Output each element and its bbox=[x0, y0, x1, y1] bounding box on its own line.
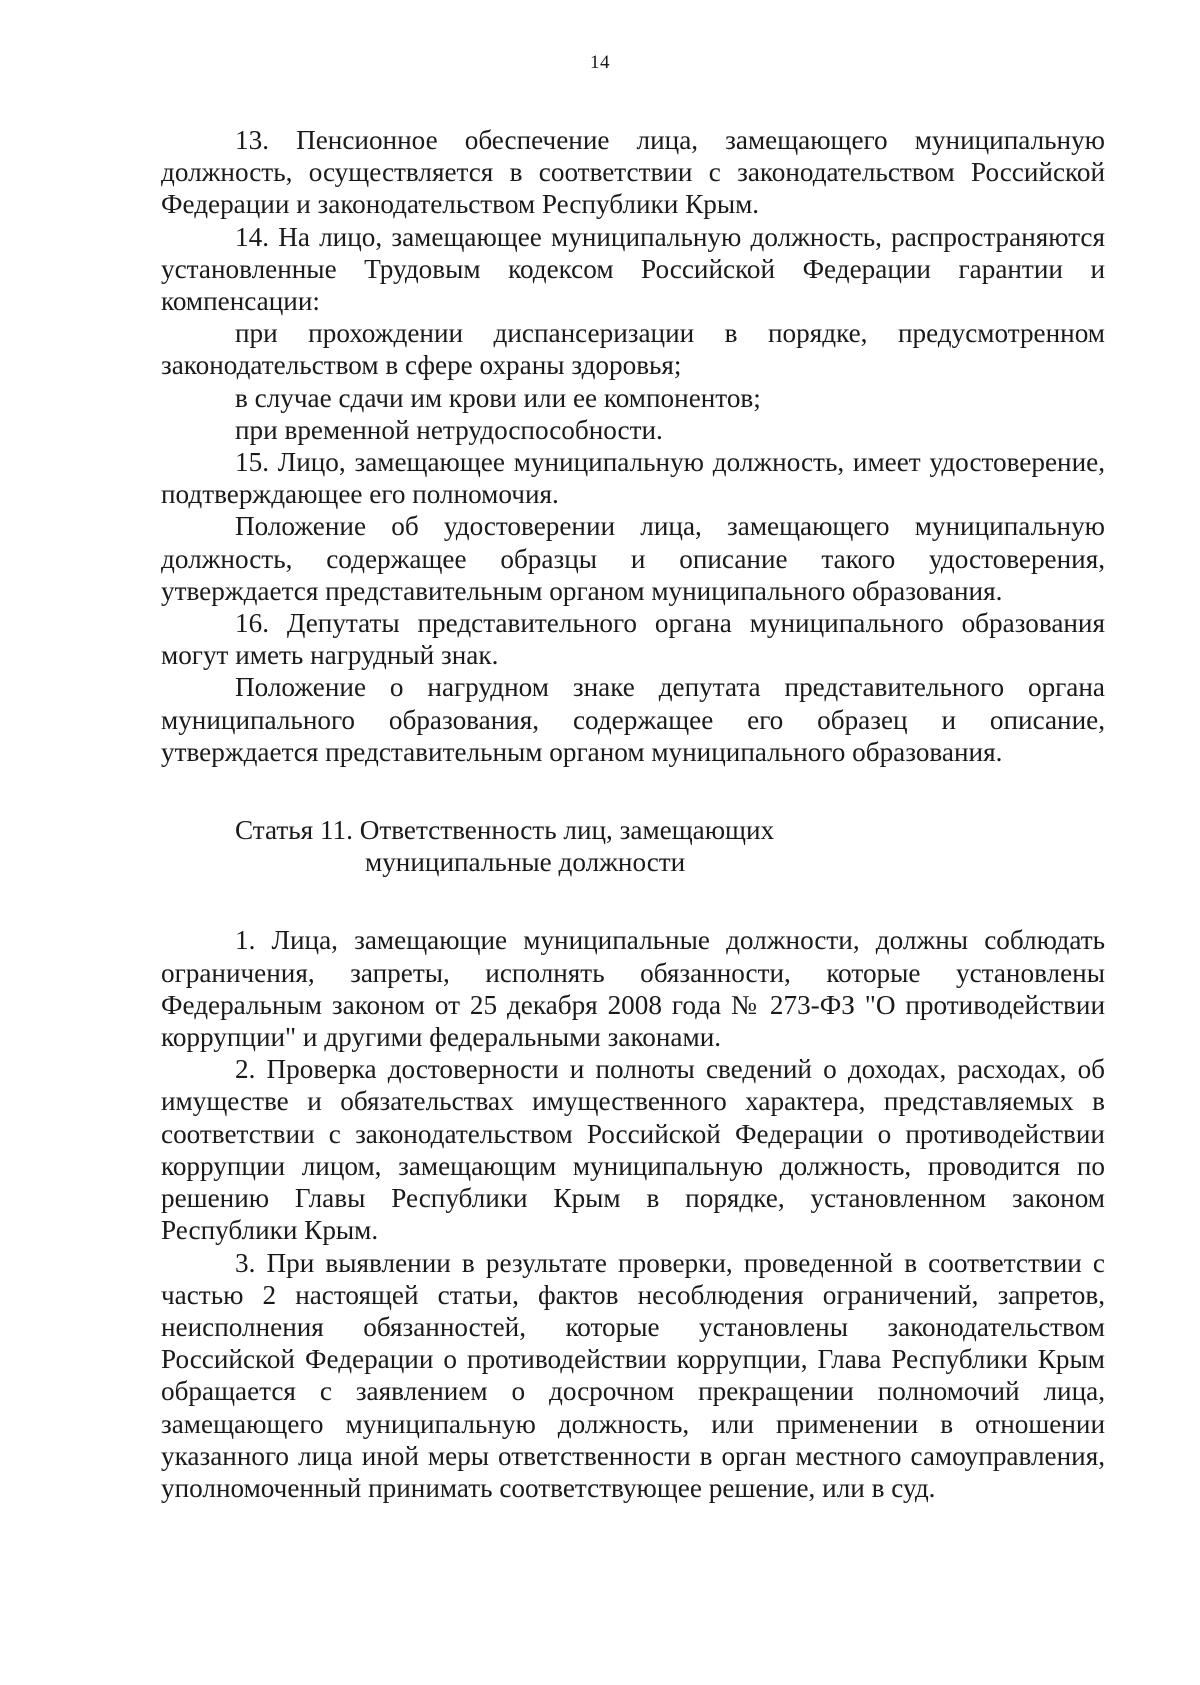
paragraph-16: 16. Депутаты представительного органа муниципального образования могут иметь нагрудный знак. bbox=[161, 608, 1105, 671]
document-body bbox=[161, 124, 1105, 1504]
paragraph-14: 14. На лицо, замещающее муниципальную должность, распространяются установленные Трудовым кодексом Российской Федерации гарантии и компенсации: bbox=[161, 221, 1105, 317]
page-number: 14 bbox=[590, 52, 610, 73]
list-item-dispensary: при прохождении диспансеризации в порядке, предусмотренном законодательством в сфере охраны здоровья; bbox=[161, 318, 1105, 381]
paragraph-13: 13. Пенсионное обеспечение лица, замещающего муниципальную должность, осуществляется в соответствии с законодательством Российской Федерации и законодательством Республики Крым. bbox=[161, 125, 1105, 220]
paragraph-15-regulation: Положение об удостоверении лица, замещающего муниципальную должность, содержащее образцы и описание такого удостоверения, утверждается представительным органом муниципального образования. bbox=[161, 511, 1105, 606]
article-heading-line2: муниципальные должности bbox=[365, 847, 686, 878]
article-11-heading bbox=[161, 814, 1105, 878]
article-11-paragraph-3: 3. При выявлении в результате проверки, проведенной в соответствии с частью 2 настоящей статьи, фактов несоблюдения ограничений, запретов, неисполнения обязанностей, которые установлены законодательством Российской Федерации о противодействии коррупции, Глава Республики Крым обращается с заявлением о досрочном прекращении полномочий лица, замещающего муниципальную должность, или применении в отношении указанного лица иной меры ответственности в орган местного самоуправления, уполномоченный принимать соответствующее решение, или в суд. bbox=[161, 1247, 1105, 1503]
article-11-paragraph-2: 2. Проверка достоверности и полноты сведений о доходах, расходах, об имуществе и обязательствах имущественного характера, представляемых в соответствии с законодательством Российской Федерации о противодействии коррупции лицом, замещающим муниципальную должность, проводится по решению Главы Республики Крым в порядке, установленном законом Республики Крым. bbox=[161, 1054, 1105, 1246]
article-heading-line1: Статья 11. Ответственность лиц, замещающих bbox=[235, 815, 775, 846]
list-item-disability: при временной нетрудоспособности. bbox=[235, 414, 663, 445]
paragraph-15: 15. Лицо, замещающее муниципальную должность, имеет удостоверение, подтверждающее его полномочия. bbox=[161, 447, 1105, 510]
list-item-blood-donation: в случае сдачи им крови или ее компонентов; bbox=[235, 382, 761, 413]
article-11-paragraph-1: 1. Лица, замещающие муниципальные должности, должны соблюдать ограничения, запреты, исполнять обязанности, которые установлены Федеральным законом от 25 декабря 2008 года № 273-ФЗ "О противодействии коррупции" и другими федеральными законами. bbox=[161, 925, 1105, 1053]
paragraph-16-regulation: Положение о нагрудном знаке депутата представительного органа муниципального образования, содержащее его образец и описание, утверждается представительным органом муниципального образования. bbox=[161, 672, 1105, 767]
